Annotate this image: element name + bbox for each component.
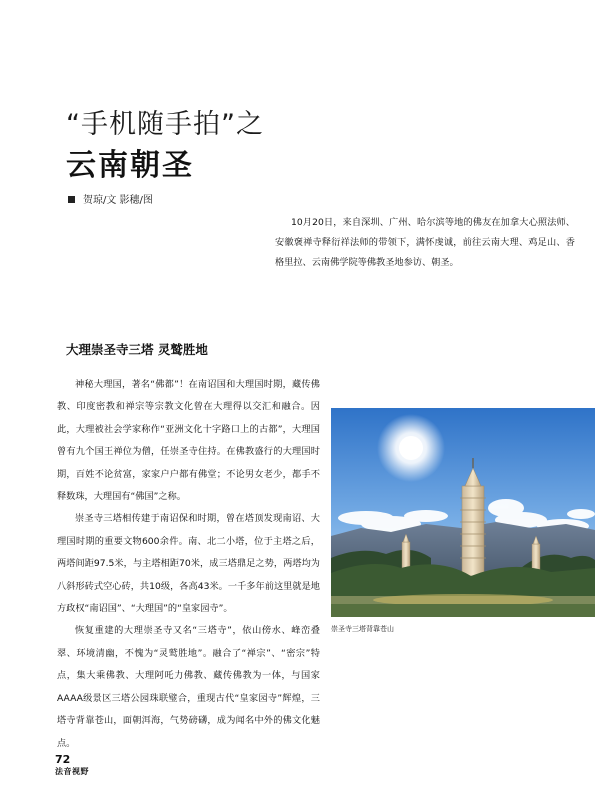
byline [68, 191, 153, 206]
photo-caption: 崇圣寺三塔背靠苍山 [331, 625, 394, 633]
square-bullet-icon [68, 196, 75, 203]
body-paragraph: 崇圣寺三塔相传建于南诏保和时期，曾在塔顶发现南诏、大理国时期的重要文物600余件。南、北二小塔，位于主塔之后，两塔间距97.5米，与主塔相距70米，成三塔鼎足之势，两塔均为八斜形砖式空心砖，共10级，各高43米。一千多年前这里就是地方政权“南诏国”、“大理国”的“皇家园寺”。 [57, 513, 320, 615]
body-column [57, 374, 320, 755]
intro-paragraph: 10月20日，来自深圳、广州、哈尔滨等地的佛友在加拿大心照法师、安徽褒禅寺释衍祥法师的带领下，满怀虔诚，前往云南大理、鸡足山、香格里拉、云南佛学院等佛教圣地参访、朝圣。 [275, 217, 575, 268]
section-heading: 大理崇圣寺三塔 灵鹫胜地 [66, 342, 208, 357]
body-paragraph: 神秘大理国，著名“佛都”！在南诏国和大理国时期，藏传佛教、印度密教和禅宗等宗教文化曾在大理得以交汇和融合。因此，大理被社会学家称作“亚洲文化十字路口上的古都”，大理国曾有九个国王禅位为僧，任崇圣寺住持。在佛教盛行的大理国时期，百姓不论贫富，家家户户都有佛堂；不论男女老少，都手不释数珠，大理国有“佛国”之称。 [57, 379, 320, 503]
page-number: 72 [55, 753, 71, 766]
body-paragraph: 恢复重建的大理崇圣寺又名“三塔寺”，依山傍水、峰峦叠翠、环境清幽，不愧为“灵鹫胜地”。融合了“禅宗”、“密宗”特点，集大乘佛教、大理阿吒力佛教、藏传佛教为一体，与国家AAAA级景区三塔公园珠联璧合，重现古代“皇家园寺”辉煌，三塔寺背靠苍山，面朝洱海，气势磅礴，成为闻名中外的佛文化魅点。 [57, 625, 320, 749]
magazine-name: 法音视野 [55, 766, 89, 776]
article-title-line1: “手机随手拍”之 [66, 109, 264, 140]
three-pagodas-photo [331, 408, 595, 617]
article-title-line2: 云南朝圣 [66, 148, 194, 183]
byline-text: 贺琼/文 影穗/图 [83, 195, 153, 206]
